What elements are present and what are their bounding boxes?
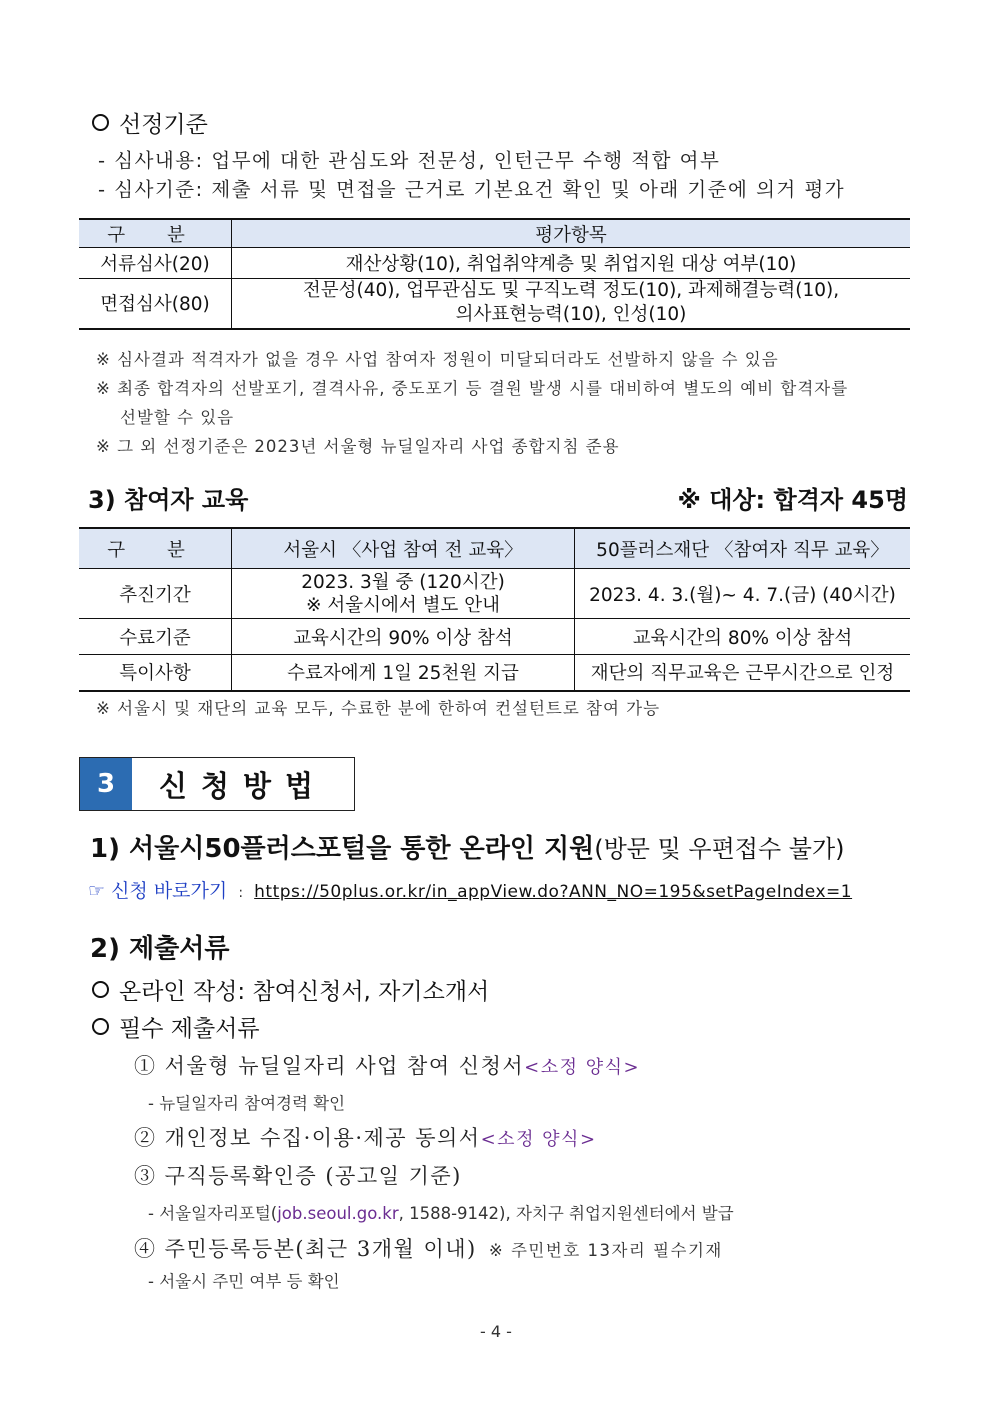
table-cell: 2023. 4. 3.(월)~ 4. 7.(금) (40시간) (575, 569, 911, 619)
apply-shortcut (88, 876, 852, 903)
table-row (79, 655, 910, 691)
job-portal-link[interactable]: job.seoul.go.kr (277, 1204, 399, 1223)
cell-line: 의사표현능력(10), 인성(10) (455, 304, 687, 326)
table-row (79, 619, 910, 655)
criteria-heading: 선정기준 (92, 106, 208, 139)
document-item-4-extra: ※ 주민번호 13자리 필수기재 (488, 1241, 723, 1260)
education-table (79, 527, 910, 692)
apply-heading (90, 828, 845, 865)
table-cell: 특이사항 (79, 655, 232, 691)
education-note: ※ 서울시 및 재단의 교육 모두, 수료한 분에 한하여 컨설턴트로 참여 가능 (96, 699, 661, 718)
form-tag: <소정 양식> (480, 1129, 597, 1150)
table-cell: 재산상황(10), 취업취약계층 및 취업지원 대상 여부(10) (232, 248, 911, 279)
document-item-1: ① 서울형 뉴딜일자리 사업 참여 신청서<소정 양식> (134, 1054, 641, 1078)
circle-bullet-icon (92, 114, 109, 131)
col-header: 평가항목 (232, 219, 911, 248)
document-item-4-sub: - 서울시 주민 여부 등 확인 (148, 1272, 340, 1291)
section-title: 신청방법 (158, 768, 328, 803)
criteria-table (79, 218, 910, 330)
cell-line: ※ 서울시에서 별도 안내 (306, 594, 500, 616)
apply-heading-bold: 1) 서울시50플러스포털을 통한 온라인 지원 (90, 834, 595, 864)
document-item-3: ③ 구직등록확인증 (공고일 기준) (134, 1164, 462, 1188)
table-cell: 재단의 직무교육은 근무시간으로 인정 (575, 655, 911, 691)
circle-bullet-icon (92, 1018, 109, 1035)
table-row (79, 248, 910, 279)
shortcut-label: ☞ 신청 바로가기 (88, 880, 228, 902)
shortcut-sep: : (238, 885, 244, 901)
criteria-line-2: - 심사기준: 제출 서류 및 면접을 근거로 기본요건 확인 및 아래 기준에 의거 평가 (98, 178, 846, 201)
table-cell: 추진기간 (79, 569, 232, 619)
criteria-note-1: ※ 심사결과 적격자가 없을 경우 사업 참여자 정원이 미달되더라도 선발하지 않을 수 있음 (96, 350, 779, 369)
col-header: 서울시 〈사업 참여 전 교육〉 (232, 528, 575, 569)
page-number: - 4 - (480, 1322, 512, 1341)
form-tag: <소정 양식> (524, 1057, 641, 1078)
table-cell (232, 569, 575, 619)
table-row (79, 279, 910, 329)
cell-line: 2023. 3월 중 (120시간) (301, 571, 505, 593)
table-row (79, 569, 910, 619)
cell-line: 전문성(40), 업무관심도 및 구직노력 정도(10), 과제해결능력(10), (302, 280, 840, 302)
criteria-note-2: ※ 최종 합격자의 선발포기, 결격사유, 중도포기 등 결원 발생 시를 대비하여 별도의 예비 합격자를 (96, 379, 849, 398)
criteria-note-4: ※ 그 외 선정기준은 2023년 서울형 뉴딜일자리 사업 종합지침 준용 (96, 437, 620, 456)
apply-heading-rest: (방문 및 우편접수 불가) (594, 835, 845, 863)
section-number: 3 (80, 758, 132, 810)
col-header: 구 분 (79, 219, 232, 248)
col-header: 50플러스재단 〈참여자 직무 교육〉 (575, 528, 911, 569)
criteria-note-3: 선발할 수 있음 (120, 408, 235, 427)
documents-online: 온라인 작성: 참여신청서, 자기소개서 (92, 973, 489, 1006)
documents-heading: 2) 제출서류 (90, 934, 230, 964)
education-heading: 3) 참여자 교육 (88, 486, 249, 514)
education-target: ※ 대상: 합격자 45명 (677, 486, 908, 514)
document-item-3-sub: - 서울일자리포털(job.seoul.go.kr, 1588-9142), 자치구 취업지원센터에서 발급 (148, 1204, 734, 1223)
documents-required: 필수 제출서류 (92, 1010, 260, 1043)
document-item-2: ② 개인정보 수집·이용·제공 동의서<소정 양식> (134, 1126, 597, 1150)
criteria-line-1: - 심사내용: 업무에 대한 관심도와 전문성, 인턴근무 수행 적합 여부 (98, 149, 721, 172)
apply-url-link[interactable]: https://50plus.or.kr/in_appView.do?ANN_NO=195&setPageIndex=1 (254, 882, 853, 902)
table-cell: 교육시간의 80% 이상 참석 (575, 619, 911, 655)
section-3-header (79, 757, 355, 811)
table-cell: 수료기준 (79, 619, 232, 655)
table-cell: 서류심사(20) (79, 248, 232, 279)
circle-bullet-icon (92, 981, 109, 998)
col-header: 구 분 (79, 528, 232, 569)
document-item-1-sub: - 뉴딜일자리 참여경력 확인 (148, 1094, 346, 1113)
table-cell: 수료자에게 1일 25천원 지급 (232, 655, 575, 691)
document-item-4: ④ 주민등록등본(최근 3개월 이내) ※ 주민번호 13자리 필수기재 (134, 1237, 723, 1261)
table-cell (232, 279, 911, 329)
table-cell: 면접심사(80) (79, 279, 232, 329)
table-cell: 교육시간의 90% 이상 참석 (232, 619, 575, 655)
